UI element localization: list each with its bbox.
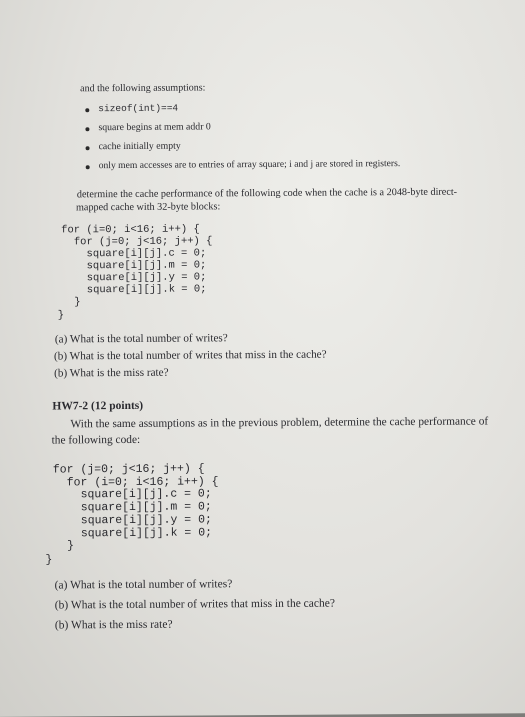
problem2-question-c: (b) What is the miss rate? [54,618,173,632]
bullet-icon [85,108,89,112]
problem1-code-line: square[i][j].m = 0; [61,259,207,273]
problem1-prompt-line1: determine the cache performance of the following code when the cache is a 2048-byte direct- [76,186,458,201]
bullet-icon [85,127,89,131]
problem1-question-a: (a) What is the total number of writes? [54,332,228,346]
problem1-code-line: square[i][j].k = 0; [61,283,207,297]
problem1-code-line: } [57,309,65,322]
assumption-item: only mem accesses are to entries of array square; i and j are stored in registers. [98,158,401,172]
problem1-code-line: square[i][j].c = 0; [61,247,207,261]
problem2-code-line: square[i][j].c = 0; [52,487,212,502]
problem2-code-line: for (j=0; j<16; j++) { [52,462,205,477]
assumption-item: sizeof(int)==4 [98,102,179,115]
problem2-code-line: } [45,553,53,567]
problem1-question-c: (b) What is the miss rate? [54,366,169,380]
problem2-code-line: square[i][j].y = 0; [53,513,212,528]
problem2-question-b: (b) What is the total number of writes that miss in the cache? [54,597,335,612]
problem1-code-line: for (i=0; i<16; i++) { [61,223,200,237]
bullet-icon [86,146,90,150]
problem2-code-line: for (i=0; i<16; i++) { [52,475,219,490]
bullet-icon [86,165,90,169]
problem2-code-line: } [53,539,75,553]
problem1-code-line: square[i][j].y = 0; [61,271,207,285]
problem2-code-line: square[i][j].m = 0; [53,500,212,515]
problem2-code-line: square[i][j].k = 0; [53,526,213,541]
assumption-item: cache initially empty [98,140,181,153]
problem2-prompt-line1: With the same assumptions as in the previous problem, determine the cache performance of [70,415,489,431]
problem1-code-line: } [61,296,81,309]
problem1-code-line: for (j=0; j<16; j++) { [61,235,213,249]
problem2-prompt-line2: the following code: [51,433,141,447]
problem1-question-b: (b) What is the total number of writes that miss in the cache? [53,348,327,363]
problem2-question-a: (a) What is the total number of writes? [54,578,233,592]
problem1-prompt-line2: mapped cache with 32-byte blocks: [75,201,221,214]
problem2-title: HW7-2 (12 points) [52,399,144,413]
assumptions-intro: and the following assumptions: [80,82,206,95]
assumption-item: square begins at mem addr 0 [98,121,211,134]
